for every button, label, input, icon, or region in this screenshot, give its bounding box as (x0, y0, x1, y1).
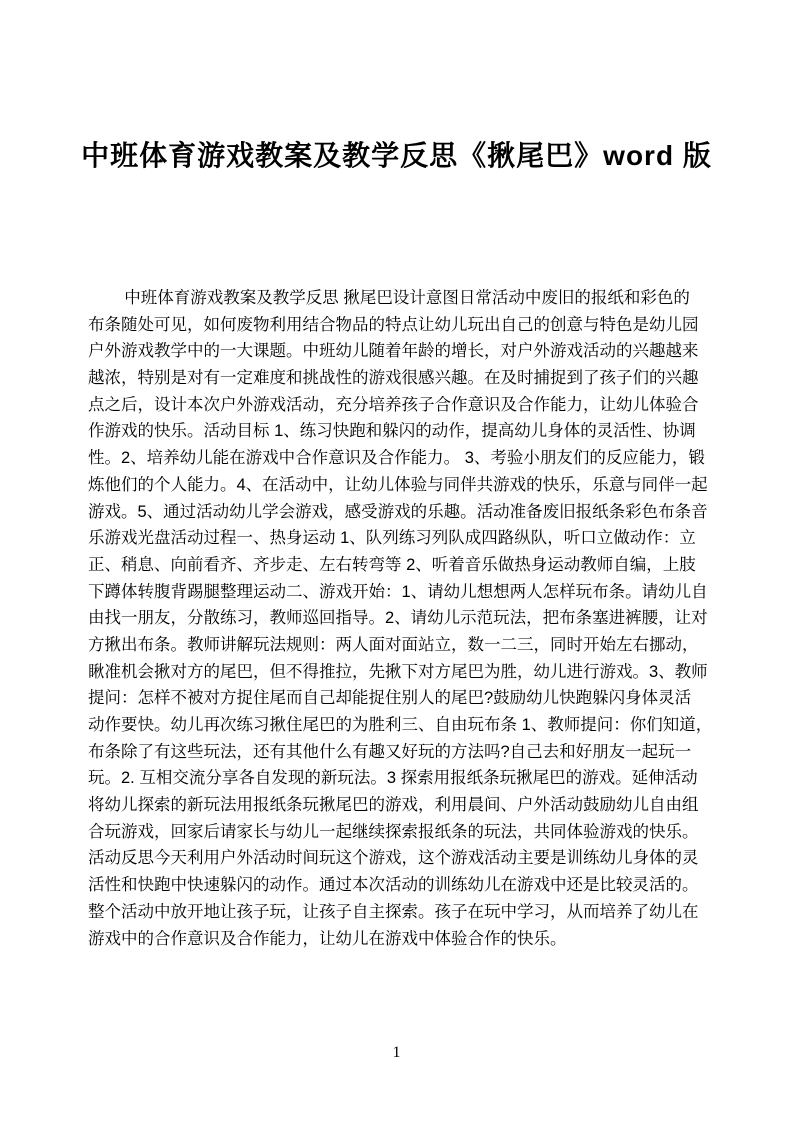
text-line: 布条除了有这些玩法，还有其他什么有趣又好玩的方法吗?自己去和好朋友一起玩一 (88, 742, 692, 761)
text-line: 乐游戏光盘活动过程一、热身运动 1、队列练习列队成四路纵队，听口立做动作：立 (88, 529, 696, 548)
text-line: 瞅准机会揪对方的尾巴，但不得推拉，先揪下对方尾巴为胜，幼儿进行游戏。3、教师 (88, 662, 708, 681)
text-line: 动作要快。幼儿再次练习揪住尾巴的为胜利三、自由玩布条 1、教师提问：你们知道， (88, 716, 713, 734)
text-line: 提问：怎样不被对方捉住尾而自己却能捉住别人的尾巴?鼓励幼儿快跑躲闪身体灵活 (88, 689, 692, 708)
text-line: 活动反思今天利用户外活动时间玩这个游戏，这个游戏活动主要是训练幼儿身体的灵 (88, 849, 699, 868)
text-line: 方揪出布条。教师讲解玩法规则：两人面对面站立，数一二三，同时开始左右挪动， (88, 635, 699, 654)
text-line: 游戏中的合作意识及合作能力，让幼儿在游戏中体验合作的快乐。 (88, 929, 567, 948)
text-line: 整个活动中放开地让孩子玩，让孩子自主探索。孩子在玩中学习，从而培养了幼儿在 (88, 902, 699, 921)
text-line: 点之后，设计本次户外游戏活动，充分培养孩子合作意识及合作能力，让幼儿体验合 (88, 395, 699, 414)
text-line: 玩。2. 互相交流分享各自发现的新玩法。3 探索用报纸条玩揪尾巴的游戏。延伸活动 (88, 769, 698, 788)
text-line: 合玩游戏，回家后请家长与幼儿一起继续探索报纸条的玩法，共同体验游戏的快乐。 (88, 822, 699, 841)
text-line: 炼他们的个人能力。4、在活动中，让幼儿体验与同伴共游戏的快乐，乐意与同伴一起 (88, 475, 708, 494)
text-line: 下蹲体转腹背踢腿整理运动二、游戏开始：1、请幼儿想想两人怎样玩布条。请幼儿自 (88, 582, 708, 601)
document-title: 中班体育游戏教案及教学反思《揪尾巴》word 版 (81, 140, 712, 171)
text-line: 户外游戏教学中的一大课题。中班幼儿随着年龄的增长，对户外游戏活动的兴趣越来 (88, 342, 699, 361)
text-line: 性。2、培养幼儿能在游戏中合作意识及合作能力。 3、考验小朋友们的反应能力，锻 (88, 449, 705, 468)
page-number: 1 (392, 1044, 401, 1061)
text-line: 活性和快跑中快速躲闪的动作。通过本次活动的训练幼儿在游戏中还是比较灵活的。 (88, 876, 699, 895)
text-line: 将幼儿探索的新玩法用报纸条玩揪尾巴的游戏，利用晨间、户外活动鼓励幼儿自由组 (88, 796, 699, 815)
text-line: 中班体育游戏教案及教学反思 揪尾巴设计意图日常活动中废旧的报纸和彩色的 (124, 289, 690, 307)
text-line: 游戏。5、通过活动幼儿学会游戏，感受游戏的乐趣。活动准备废旧报纸条彩色布条音 (88, 502, 708, 521)
text-line: 越浓，特别是对有一定难度和挑战性的游戏很感兴趣。在及时捕捉到了孩子们的兴趣 (88, 369, 699, 388)
text-line: 正、稍息、向前看齐、齐步走、左右转弯等 2、听着音乐做热身运动教师自编，上肢 (88, 555, 696, 574)
text-line: 布条随处可见，如何废物利用结合物品的特点让幼儿玩出自己的创意与特色是幼儿园 (88, 315, 699, 334)
text-line: 作游戏的快乐。活动目标 1、练习快跑和躲闪的动作，提高幼儿身体的灵活性、协调 (88, 422, 696, 441)
document-body (88, 285, 720, 952)
text-line: 由找一朋友，分散练习，教师巡回指导。2、请幼儿示范玩法，把布条塞进裤腰，让对 (88, 609, 708, 628)
